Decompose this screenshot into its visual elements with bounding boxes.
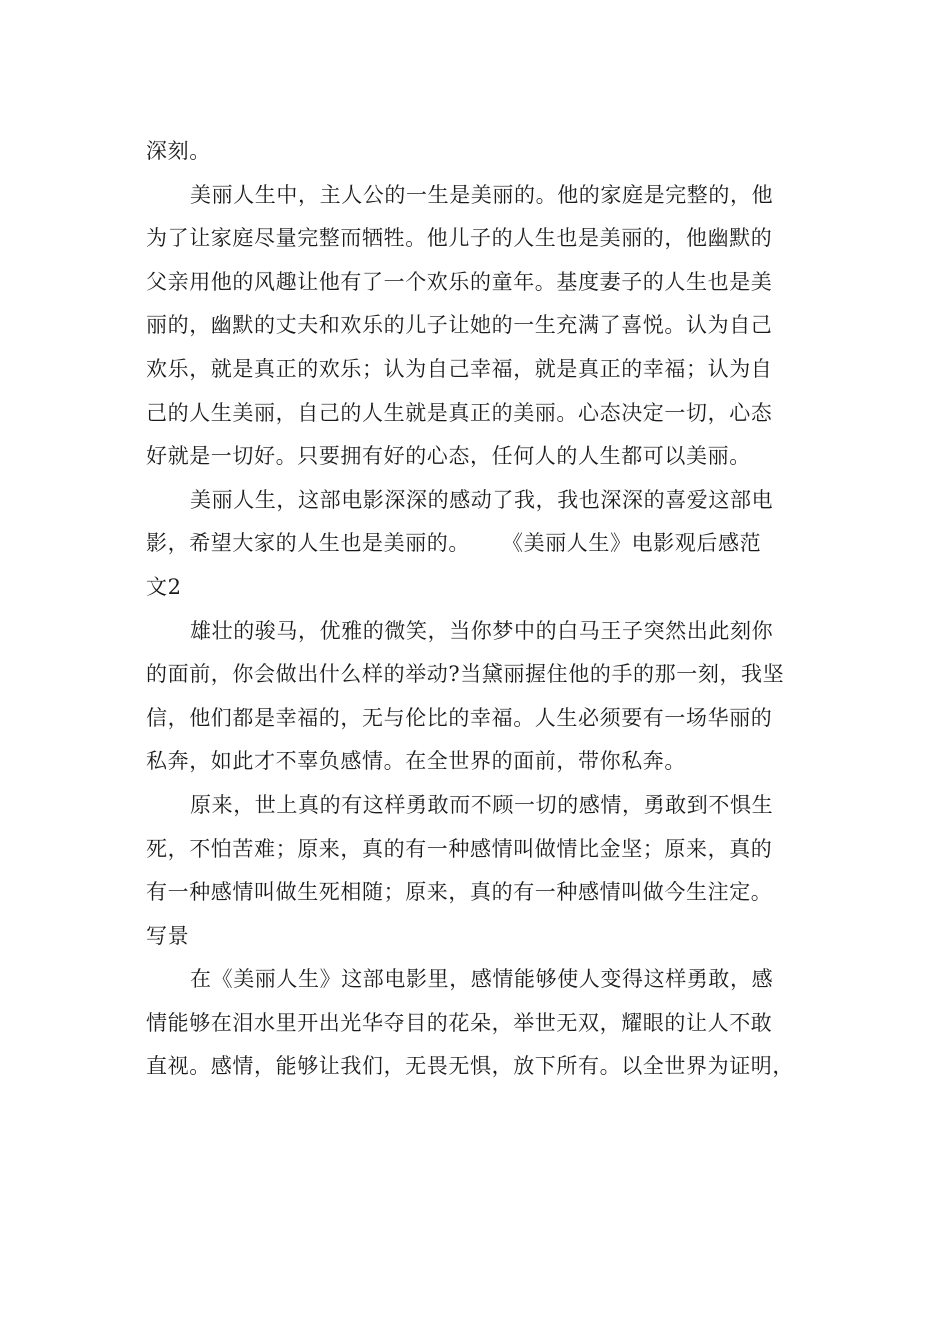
text-line: 有一种感情叫做生死相随；原来，真的有一种感情叫做今生注定。 [146,880,773,905]
text-line: 在《美丽人生》这部电影里，感情能够使人变得这样勇敢，感 [190,967,774,992]
text-line-with-title [146,522,816,566]
text-line: 文2 [146,574,182,599]
text-line: 写景 [146,923,190,948]
text-line: 的面前，你会做出什么样的举动?当黛丽握住他的手的那一刻，我坚 [146,662,785,687]
text-line: 己的人生美丽，自己的人生就是真正的美丽。心态决定一切，心态 [146,400,773,425]
text-line: 私奔，如此才不辜负感情。在全世界的面前，带你私奔。 [146,749,686,774]
text-line: 为了让家庭尽量完整而牺牲。他儿子的人生也是美丽的，他幽默的 [146,226,773,251]
text-line: 美丽人生，这部电影深深的感动了我，我也深深的喜爱这部电 [190,487,774,512]
text-line: 深刻。 [146,139,211,163]
text-line: 雄壮的骏马，优雅的微笑，当你梦中的白马王子突然出此刻你 [190,618,774,643]
text-line: 原来，世上真的有这样勇敢而不顾一切的感情，勇敢到不惧生 [190,792,774,817]
text-line: 信，他们都是幸福的，无与伦比的幸福。人生必须要有一场华丽的 [146,705,773,730]
text-line: 死，不怕苦难；原来，真的有一种感情叫做情比金坚；原来，真的 [146,836,773,861]
text-line: 父亲用他的风趣让他有了一个欢乐的童年。基度妻子的人生也是美 [146,269,773,294]
article-title: 《美丽人生》电影观后感范 [502,531,762,556]
text-line: 美丽人生中，主人公的一生是美丽的。他的家庭是完整的，他 [190,182,774,207]
text-line: 好就是一切好。只要拥有好的心态，任何人的人生都可以美丽。 [146,444,751,469]
document-body [146,130,816,1089]
text-line: 情能够在泪水里开出光华夺目的花朵，举世无双，耀眼的让人不敢 [146,1010,773,1035]
text-line: 丽的，幽默的丈夫和欢乐的儿子让她的一生充满了喜悦。认为自己 [146,313,773,338]
text-line: 直视。感情，能够让我们，无畏无惧，放下所有。以全世界为证明， [146,1054,794,1079]
text-line: 欢乐，就是真正的欢乐；认为自己幸福，就是真正的幸福；认为自 [146,356,773,381]
text-line-start: 影，希望大家的人生也是美丽的。 [146,531,470,556]
